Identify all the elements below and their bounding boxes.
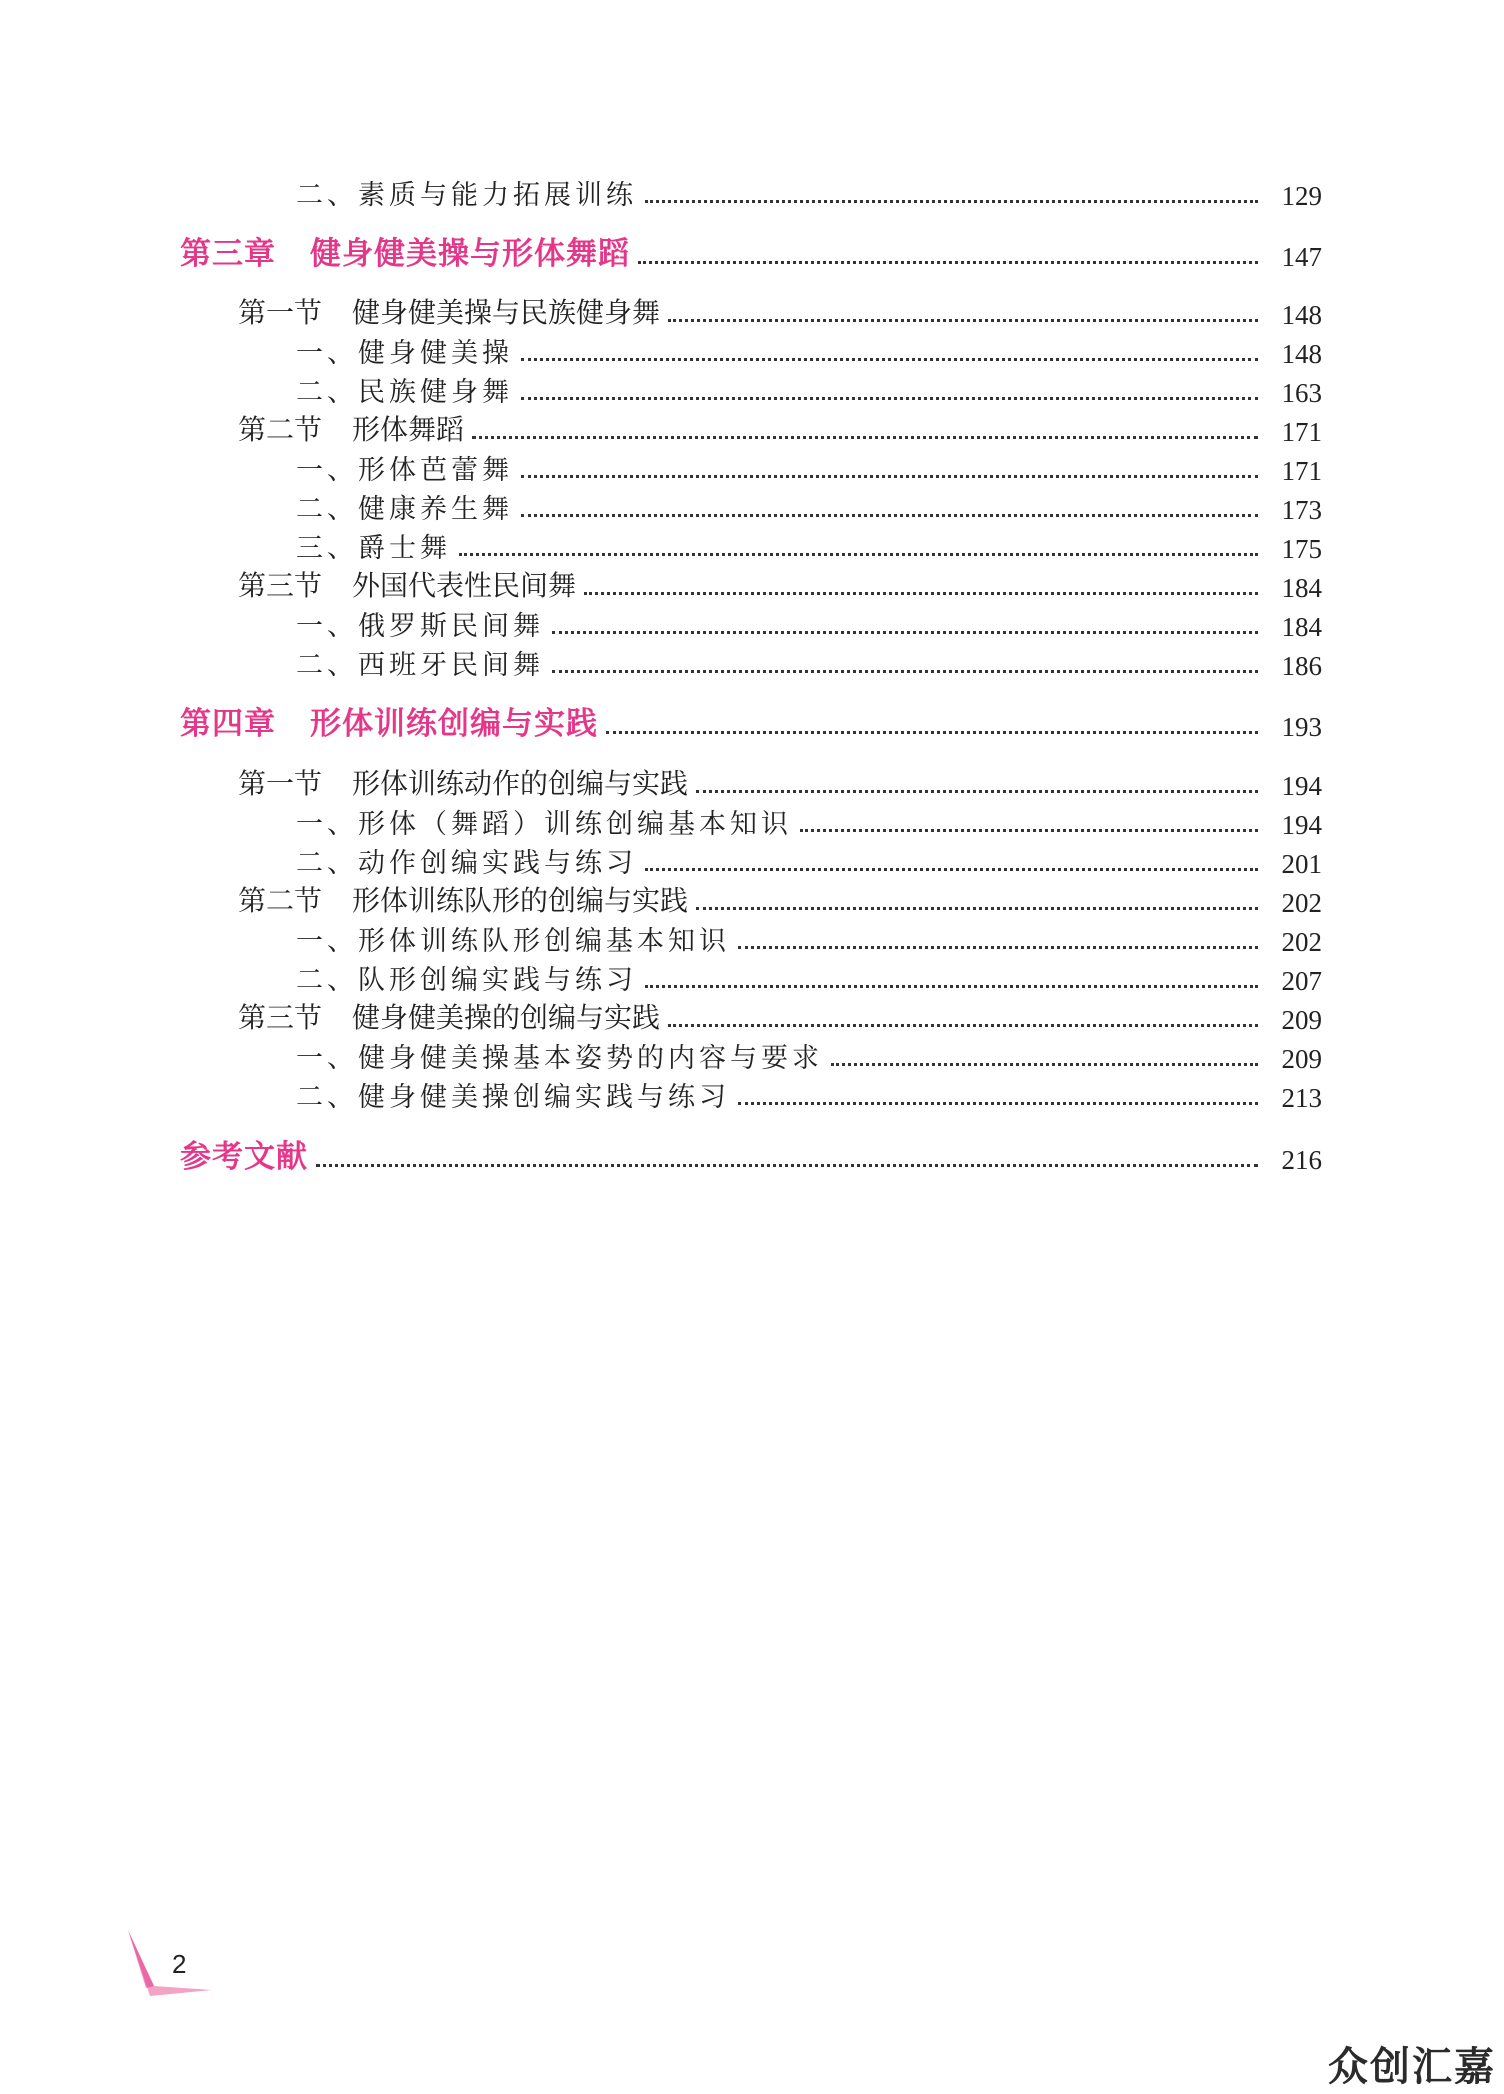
toc-label	[180, 228, 630, 273]
dot-leader	[800, 829, 1258, 832]
dot-leader	[645, 868, 1258, 871]
page-number: 2	[172, 1949, 187, 1979]
toc-title: 形体训练创编与实践	[310, 706, 598, 742]
toc-page-number: 207	[1281, 966, 1322, 996]
toc-title: 二、动作创编实践与练习	[296, 848, 637, 879]
toc-chapter[interactable]	[180, 697, 1322, 743]
toc-title: 一、形体训练队形创编基本知识	[296, 926, 730, 957]
toc-page-number: 194	[1281, 771, 1322, 801]
dot-leader	[645, 985, 1258, 988]
toc-page-number: 202	[1281, 927, 1322, 957]
toc-page-number: 173	[1281, 495, 1322, 525]
dot-leader	[645, 200, 1258, 203]
toc-title: 形体训练队形的创编与实践	[352, 884, 689, 917]
toc-page-number: 216	[1281, 1145, 1322, 1175]
toc-page-number: 147	[1281, 242, 1322, 272]
toc-page-number: 184	[1281, 612, 1322, 642]
toc-title: 一、形体（舞蹈）训练创编基本知识	[296, 809, 792, 840]
toc-number: 第二节	[238, 413, 323, 446]
toc-number: 第二节	[238, 884, 323, 917]
dot-leader	[584, 592, 1258, 595]
toc-page-number: 171	[1281, 456, 1322, 486]
dot-leader	[472, 436, 1258, 439]
toc-number: 第三章	[180, 236, 276, 272]
toc-page-number: 175	[1281, 534, 1322, 564]
toc-label	[180, 1131, 308, 1176]
toc-chapter[interactable]	[180, 227, 1322, 273]
toc-page-number: 213	[1281, 1083, 1322, 1113]
toc-title: 健身健美操与形体舞蹈	[310, 236, 630, 272]
toc-page-number: 148	[1281, 339, 1322, 369]
toc-title: 一、形体芭蕾舞	[296, 455, 513, 486]
toc-label	[296, 173, 637, 212]
toc-title: 一、健身健美操基本姿势的内容与要求	[296, 1043, 823, 1074]
toc-title: 三、爵士舞	[296, 533, 451, 564]
dot-leader	[316, 1164, 1258, 1167]
toc-title: 形体舞蹈	[352, 413, 465, 446]
toc-item[interactable]	[180, 636, 1322, 682]
toc-page-number: 202	[1281, 888, 1322, 918]
dot-leader	[521, 514, 1258, 517]
dot-leader	[696, 907, 1258, 910]
toc-title: 外国代表性民间舞	[352, 569, 577, 602]
toc-page-number: 209	[1281, 1005, 1322, 1035]
toc-number: 第三节	[238, 1001, 323, 1034]
dot-leader	[606, 731, 1258, 734]
toc-item[interactable]	[180, 1068, 1322, 1114]
toc-title: 二、队形创编实践与练习	[296, 965, 637, 996]
toc-label	[296, 1075, 730, 1114]
dot-leader	[521, 397, 1258, 400]
toc-title: 二、西班牙民间舞	[296, 650, 544, 681]
toc-chapter[interactable]	[180, 1130, 1322, 1176]
toc-title: 二、健身健美操创编实践与练习	[296, 1082, 730, 1113]
toc-title: 二、健康养生舞	[296, 494, 513, 525]
toc-page-number: 171	[1281, 417, 1322, 447]
dot-leader	[521, 475, 1258, 478]
toc-page-number: 186	[1281, 651, 1322, 681]
toc-page-number: 163	[1281, 378, 1322, 408]
toc-number: 第三节	[238, 569, 323, 602]
toc-title: 健身健美操与民族健身舞	[352, 296, 661, 329]
dot-leader	[668, 1024, 1258, 1027]
toc-number: 第一节	[238, 296, 323, 329]
dot-leader	[831, 1063, 1258, 1066]
toc-item[interactable]	[180, 166, 1322, 212]
toc-title: 参考文献	[180, 1139, 308, 1175]
dot-leader	[738, 946, 1258, 949]
toc-title: 一、健身健美操	[296, 338, 513, 369]
toc-number: 第四章	[180, 706, 276, 742]
toc-page-number: 184	[1281, 573, 1322, 603]
dot-leader	[459, 553, 1258, 556]
toc-page-number: 194	[1281, 810, 1322, 840]
toc-title: 二、素质与能力拓展训练	[296, 180, 637, 211]
page-corner-decoration	[124, 1930, 214, 2002]
toc-number: 第一节	[238, 767, 323, 800]
toc-title: 二、民族健身舞	[296, 377, 513, 408]
dot-leader	[738, 1102, 1258, 1105]
toc-page-number: 201	[1281, 849, 1322, 879]
toc-label	[296, 643, 544, 682]
toc-page-number: 193	[1281, 712, 1322, 742]
toc-title: 形体训练动作的创编与实践	[352, 767, 689, 800]
dot-leader	[668, 319, 1258, 322]
watermark-logo: 众创汇嘉	[1328, 2044, 1496, 2090]
toc-label	[180, 698, 598, 743]
toc-title: 一、俄罗斯民间舞	[296, 611, 544, 642]
dot-leader	[521, 358, 1258, 361]
toc-title: 健身健美操的创编与实践	[352, 1001, 661, 1034]
dot-leader	[552, 670, 1258, 673]
dot-leader	[552, 631, 1258, 634]
dot-leader	[696, 790, 1258, 793]
dot-leader	[638, 261, 1258, 264]
toc-page-number: 209	[1281, 1044, 1322, 1074]
toc-page-number: 148	[1281, 300, 1322, 330]
toc-page-number: 129	[1281, 181, 1322, 211]
